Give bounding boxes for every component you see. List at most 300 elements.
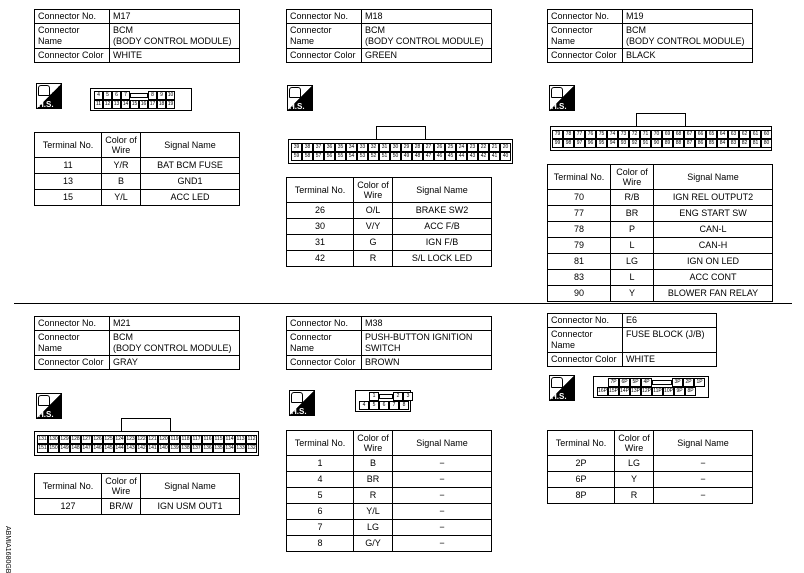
signal-name-cell: − xyxy=(393,488,492,504)
connector-info-m38 xyxy=(286,316,492,370)
connector-pin: 41 xyxy=(489,152,500,161)
connector-pin: 142 xyxy=(137,445,146,451)
connector-key-m18 xyxy=(376,126,426,139)
connector-pin: 26 xyxy=(434,143,445,152)
signal-name-cell: ENG START SW xyxy=(654,206,773,222)
connector-pin: 76 xyxy=(585,130,596,139)
terminal-no-cell: 2P xyxy=(548,456,615,472)
connector-pin: 114 xyxy=(225,436,234,442)
connector-pin: 112 xyxy=(247,436,256,442)
connector-pin: 138 xyxy=(181,445,190,451)
connector-pin: 51 xyxy=(379,152,390,161)
connector-pin: 52 xyxy=(368,152,379,161)
signal-name-cell: IGN ON LED xyxy=(654,254,773,270)
connector-pin: 122 xyxy=(137,436,146,442)
connector-pin: 94 xyxy=(607,139,618,148)
connector-info-m18 xyxy=(286,9,492,63)
signal-name-cell: − xyxy=(393,456,492,472)
connector-pin: 71 xyxy=(640,130,651,139)
color-of-wire-header: Color of Wire xyxy=(354,431,393,456)
table-row xyxy=(548,472,753,488)
table-row xyxy=(548,270,773,286)
terminal-no-cell: 13 xyxy=(35,174,102,190)
connector-pin: 74 xyxy=(607,130,618,139)
connector-pin: 144 xyxy=(115,445,124,451)
hs-icon: H.S. xyxy=(549,85,575,112)
connector-pin: 132 xyxy=(247,445,256,451)
connector-pin: 47 xyxy=(423,152,434,161)
connector-pin: 99 xyxy=(552,139,563,148)
connector-pin: 32 xyxy=(368,143,379,152)
wire-color-cell: LG xyxy=(615,456,654,472)
connector-pin: 151 xyxy=(38,445,47,451)
connector-pin: 85 xyxy=(706,139,717,148)
color-of-wire-header: Color of Wire xyxy=(102,474,141,499)
connector-pin: 5 xyxy=(103,91,112,100)
connector-pin: 8P xyxy=(685,387,696,396)
connector-pin: 98 xyxy=(563,139,574,148)
connector-pin: 63 xyxy=(728,130,739,139)
connector-name-value: BCM (BODY CONTROL MODULE) xyxy=(110,24,240,49)
table-row xyxy=(287,251,492,267)
label-connector-name: Connector Name xyxy=(287,331,362,356)
connector-info-m19 xyxy=(547,9,753,63)
terminal-table-m19 xyxy=(547,164,773,302)
connector-pin: 127 xyxy=(82,436,91,442)
terminal-no-header: Terminal No. xyxy=(287,431,354,456)
connector-pin: 25 xyxy=(445,143,456,152)
connector-pin: 137 xyxy=(192,445,201,451)
connector-pin: 93 xyxy=(618,139,629,148)
connector-color-value: BLACK xyxy=(623,49,753,63)
terminal-no-cell: 90 xyxy=(548,286,611,302)
connector-face-m21 xyxy=(34,431,259,456)
connector-info-e6 xyxy=(547,313,717,367)
connector-pin: 53 xyxy=(357,152,368,161)
signal-name-header: Signal Name xyxy=(141,133,240,158)
wire-color-cell: B xyxy=(354,456,393,472)
table-row xyxy=(35,499,240,515)
connector-pin: 121 xyxy=(148,436,157,442)
connector-pin: 131 xyxy=(38,436,47,442)
table-row xyxy=(287,536,492,552)
connector-pin: 4 xyxy=(94,91,103,100)
table-row xyxy=(548,286,773,302)
connector-pin: 6 xyxy=(379,401,389,410)
signal-name-cell: S/L LOCK LED xyxy=(393,251,492,267)
hs-icon: H.S. xyxy=(36,83,62,110)
connector-pin: 8 xyxy=(399,401,409,410)
connector-pin: 9P xyxy=(674,387,685,396)
connector-pin: 18 xyxy=(158,101,165,107)
connector-face-m19 xyxy=(550,126,772,151)
color-of-wire-header: Color of Wire xyxy=(615,431,654,456)
connector-key-m21 xyxy=(121,418,171,431)
connector-pin: 70 xyxy=(651,130,662,139)
signal-name-cell: − xyxy=(654,456,753,472)
connector-pin: 35 xyxy=(335,143,346,152)
terminal-no-header: Terminal No. xyxy=(35,133,102,158)
signal-name-cell: − xyxy=(393,472,492,488)
connector-pin: 135 xyxy=(214,445,223,451)
signal-name-header: Signal Name xyxy=(654,165,773,190)
connector-pin: 88 xyxy=(673,139,684,148)
connector-pin: 79 xyxy=(552,130,563,139)
connector-pin: 46 xyxy=(434,152,445,161)
label-connector-no: Connector No. xyxy=(35,10,110,24)
connector-pin: 16 xyxy=(140,101,147,107)
connector-color-value: GREEN xyxy=(362,49,492,63)
connector-pin: 126 xyxy=(93,436,102,442)
connector-pin: 143 xyxy=(126,445,135,451)
connector-pin: 14 xyxy=(122,101,129,107)
wire-color-cell: R xyxy=(354,251,393,267)
connector-pin: 56 xyxy=(324,152,335,161)
signal-name-cell: − xyxy=(393,536,492,552)
connector-no-value: M38 xyxy=(362,317,492,331)
connector-pin: 141 xyxy=(148,445,157,451)
connector-pin: 150 xyxy=(49,445,58,451)
connector-pin: 17 xyxy=(149,101,156,107)
connector-pin: 123 xyxy=(126,436,135,442)
connector-pin: 61 xyxy=(750,130,761,139)
connector-pin: 4P xyxy=(641,378,652,387)
terminal-no-cell: 31 xyxy=(287,235,354,251)
connector-pin: 6P xyxy=(619,378,630,387)
terminal-no-cell: 8 xyxy=(287,536,354,552)
wire-color-cell: Y xyxy=(611,286,654,302)
label-connector-color: Connector Color xyxy=(287,356,362,370)
signal-name-header: Signal Name xyxy=(654,431,753,456)
connector-color-value: BROWN xyxy=(362,356,492,370)
signal-name-cell: CAN-H xyxy=(654,238,773,254)
figure-code: ABMIA1680GB xyxy=(4,526,11,573)
connector-pin: 133 xyxy=(236,445,245,451)
table-row xyxy=(287,488,492,504)
connector-pin: 38 xyxy=(302,143,313,152)
connector-pin: 8 xyxy=(148,91,157,100)
hs-icon: H.S. xyxy=(549,375,575,402)
connector-pin: 40 xyxy=(500,152,511,161)
wire-color-cell: LG xyxy=(354,520,393,536)
wire-color-cell: BR/W xyxy=(102,499,141,515)
connector-pin: 148 xyxy=(71,445,80,451)
connector-pin: 4 xyxy=(359,401,369,410)
label-connector-color: Connector Color xyxy=(35,49,110,63)
connector-pin: 1P xyxy=(694,378,705,387)
connector-pin: 34 xyxy=(346,143,357,152)
connector-pin: 24 xyxy=(456,143,467,152)
terminal-no-header: Terminal No. xyxy=(548,165,611,190)
signal-name-cell: ACC F/B xyxy=(393,219,492,235)
label-connector-no: Connector No. xyxy=(548,10,623,24)
connector-pin: 95 xyxy=(596,139,607,148)
wire-color-cell: P xyxy=(611,222,654,238)
wire-color-cell: L xyxy=(611,270,654,286)
signal-name-header: Signal Name xyxy=(393,178,492,203)
terminal-table-m38 xyxy=(286,430,492,552)
terminal-no-cell: 78 xyxy=(548,222,611,238)
signal-name-cell: GND1 xyxy=(141,174,240,190)
connector-pin: 84 xyxy=(717,139,728,148)
table-row xyxy=(35,174,240,190)
terminal-no-cell: 81 xyxy=(548,254,611,270)
connector-pin: 48 xyxy=(412,152,423,161)
wire-color-cell: R xyxy=(615,488,654,504)
connector-pin: 55 xyxy=(335,152,346,161)
signal-name-cell: ACC CONT xyxy=(654,270,773,286)
connector-name-value: BCM (BODY CONTROL MODULE) xyxy=(110,331,240,356)
connector-pin: 90 xyxy=(651,139,662,148)
wire-color-cell: R xyxy=(354,488,393,504)
table-row xyxy=(287,504,492,520)
hs-icon: H.S. xyxy=(287,85,313,112)
connector-pin: 96 xyxy=(585,139,596,148)
connector-pin: 39 xyxy=(291,143,302,152)
terminal-no-cell: 7 xyxy=(287,520,354,536)
connector-pin: 119 xyxy=(170,436,179,442)
terminal-no-cell: 79 xyxy=(548,238,611,254)
connector-color-value: WHITE xyxy=(623,353,717,367)
connector-pin: 30 xyxy=(390,143,401,152)
connector-pin: 72 xyxy=(629,130,640,139)
section-divider xyxy=(14,303,792,304)
connector-pin: 113 xyxy=(236,436,245,442)
connector-pin: 149 xyxy=(60,445,69,451)
connector-pin: 33 xyxy=(357,143,368,152)
connector-color-value: WHITE xyxy=(110,49,240,63)
color-of-wire-header: Color of Wire xyxy=(611,165,654,190)
signal-name-cell: IGN REL OUTPUT2 xyxy=(654,190,773,206)
connector-name-value: BCM (BODY CONTROL MODULE) xyxy=(362,24,492,49)
connector-pin: 60 xyxy=(761,130,772,139)
label-connector-name: Connector Name xyxy=(35,331,110,356)
connector-pin: 2 xyxy=(393,392,403,401)
connector-info-m17 xyxy=(34,9,240,63)
connector-pin: 11P xyxy=(653,388,662,394)
wire-color-cell: Y xyxy=(615,472,654,488)
connector-pin: 130 xyxy=(49,436,58,442)
connector-pin: 65 xyxy=(706,130,717,139)
connector-face-m17 xyxy=(90,88,192,111)
connector-pin: 7 xyxy=(389,401,399,410)
connector-pin: 9 xyxy=(157,91,166,100)
connector-pin: 7 xyxy=(121,91,130,100)
connector-pin: 14P xyxy=(620,388,629,394)
connector-key-m19 xyxy=(636,113,686,126)
label-connector-color: Connector Color xyxy=(548,49,623,63)
connector-key-slot xyxy=(379,394,393,399)
connector-pin: 23 xyxy=(467,143,478,152)
terminal-no-cell: 8P xyxy=(548,488,615,504)
connector-pin: 13P xyxy=(631,388,640,394)
connector-pin: 37 xyxy=(313,143,324,152)
connector-pin: 43 xyxy=(467,152,478,161)
connector-pin: 10 xyxy=(167,92,174,98)
connector-pin: 78 xyxy=(563,130,574,139)
connector-pin: 91 xyxy=(640,139,651,148)
connector-pin: 15P xyxy=(609,388,618,394)
connector-pin: 125 xyxy=(104,436,113,442)
connector-pin: 59 xyxy=(291,152,302,161)
hs-icon: H.S. xyxy=(36,393,62,420)
terminal-table-e6 xyxy=(547,430,753,504)
wire-color-cell: G xyxy=(354,235,393,251)
signal-name-header: Signal Name xyxy=(393,431,492,456)
connector-pin: 140 xyxy=(159,445,168,451)
wire-color-cell: V/Y xyxy=(354,219,393,235)
label-connector-no: Connector No. xyxy=(287,10,362,24)
connector-pin: 97 xyxy=(574,139,585,148)
label-connector-name: Connector Name xyxy=(287,24,362,49)
terminal-no-cell: 5 xyxy=(287,488,354,504)
signal-name-cell: IGN F/B xyxy=(393,235,492,251)
connector-info-m21 xyxy=(34,316,240,370)
label-connector-name: Connector Name xyxy=(35,24,110,49)
signal-name-cell: − xyxy=(393,520,492,536)
signal-name-header: Signal Name xyxy=(141,474,240,499)
connector-no-value: M17 xyxy=(110,10,240,24)
connector-face-e6 xyxy=(593,376,709,398)
connector-no-value: M21 xyxy=(110,317,240,331)
table-row xyxy=(287,472,492,488)
table-row xyxy=(548,254,773,270)
table-row xyxy=(548,488,753,504)
connector-pin: 58 xyxy=(302,152,313,161)
connector-pin: 12P xyxy=(642,388,651,394)
connector-pin: 120 xyxy=(159,436,168,442)
wire-color-cell: O/L xyxy=(354,203,393,219)
connector-pin: 54 xyxy=(346,152,357,161)
connector-pin: 116 xyxy=(203,436,212,442)
connector-pin: 89 xyxy=(662,139,673,148)
connector-pin: 75 xyxy=(596,130,607,139)
connector-pin: 117 xyxy=(192,436,201,442)
connector-pin: 6 xyxy=(112,91,121,100)
connector-pin: 145 xyxy=(104,445,113,451)
connector-pin: 3 xyxy=(403,392,413,401)
table-row xyxy=(35,158,240,174)
terminal-no-header: Terminal No. xyxy=(35,474,102,499)
terminal-no-cell: 77 xyxy=(548,206,611,222)
wire-color-cell: L xyxy=(611,238,654,254)
wire-color-cell: Y/L xyxy=(354,504,393,520)
color-of-wire-header: Color of Wire xyxy=(102,133,141,158)
signal-name-cell: − xyxy=(654,488,753,504)
table-row xyxy=(548,222,773,238)
terminal-no-header: Terminal No. xyxy=(548,431,615,456)
table-row xyxy=(548,456,753,472)
table-row xyxy=(548,190,773,206)
wire-color-cell: BR xyxy=(611,206,654,222)
label-connector-no: Connector No. xyxy=(35,317,110,331)
connector-pin: 44 xyxy=(456,152,467,161)
connector-pin: 15 xyxy=(131,101,138,107)
connector-pin: 3P xyxy=(672,378,683,387)
connector-pin: 12 xyxy=(104,101,111,107)
connector-pin: 2P xyxy=(683,378,694,387)
connector-pin: 139 xyxy=(170,445,179,451)
connector-pin: 77 xyxy=(574,130,585,139)
connector-pin: 28 xyxy=(412,143,423,152)
table-row xyxy=(287,203,492,219)
terminal-no-cell: 4 xyxy=(287,472,354,488)
connector-pin: 10P xyxy=(664,388,673,394)
label-connector-color: Connector Color xyxy=(287,49,362,63)
terminal-no-header: Terminal No. xyxy=(287,178,354,203)
signal-name-cell: CAN-L xyxy=(654,222,773,238)
connector-name-value: FUSE BLOCK (J/B) xyxy=(623,328,717,353)
connector-face-m38 xyxy=(355,390,411,412)
connector-pin: 62 xyxy=(739,130,750,139)
connector-pin: 83 xyxy=(728,139,739,148)
wire-color-cell: R/B xyxy=(611,190,654,206)
signal-name-cell: BLOWER FAN RELAY xyxy=(654,286,773,302)
signal-name-cell: BRAKE SW2 xyxy=(393,203,492,219)
connector-pin: 73 xyxy=(618,130,629,139)
connector-pin: 136 xyxy=(203,445,212,451)
connector-pin: 67 xyxy=(684,130,695,139)
connector-pin: 45 xyxy=(445,152,456,161)
terminal-no-cell: 42 xyxy=(287,251,354,267)
connector-pin: 92 xyxy=(629,139,640,148)
signal-name-cell: − xyxy=(393,504,492,520)
connector-pin: 19 xyxy=(167,101,174,107)
terminal-table-m21 xyxy=(34,473,240,515)
connector-pin: 42 xyxy=(478,152,489,161)
connector-pin: 16P xyxy=(598,388,607,394)
connector-key-slot xyxy=(130,93,148,98)
connector-pin: 5 xyxy=(369,401,379,410)
connector-pin: 22 xyxy=(478,143,489,152)
table-row xyxy=(287,520,492,536)
connector-pin: 81 xyxy=(750,139,761,148)
connector-pin: 27 xyxy=(423,143,434,152)
table-row xyxy=(287,456,492,472)
label-connector-no: Connector No. xyxy=(287,317,362,331)
signal-name-cell: BAT BCM FUSE xyxy=(141,158,240,174)
label-connector-no: Connector No. xyxy=(548,314,623,328)
wire-color-cell: B xyxy=(102,174,141,190)
terminal-no-cell: 6 xyxy=(287,504,354,520)
connector-name-value: PUSH-BUTTON IGNITION SWITCH xyxy=(362,331,492,356)
connector-pin: 134 xyxy=(225,445,234,451)
connector-pin: 29 xyxy=(401,143,412,152)
connector-pin: 146 xyxy=(93,445,102,451)
wire-color-cell: Y/L xyxy=(102,190,141,206)
terminal-table-m17 xyxy=(34,132,240,206)
connector-face-m18 xyxy=(288,139,513,164)
connector-pin: 36 xyxy=(324,143,335,152)
connector-pin: 87 xyxy=(684,139,695,148)
connector-pin: 31 xyxy=(379,143,390,152)
connector-pin: 5P xyxy=(630,378,641,387)
terminal-no-cell: 11 xyxy=(35,158,102,174)
table-row xyxy=(548,238,773,254)
table-row xyxy=(548,206,773,222)
wire-color-cell: G/Y xyxy=(354,536,393,552)
terminal-no-cell: 15 xyxy=(35,190,102,206)
terminal-table-m18 xyxy=(286,177,492,267)
connector-no-value: M18 xyxy=(362,10,492,24)
connector-pin: 13 xyxy=(113,101,120,107)
connector-pin: 147 xyxy=(82,445,91,451)
connector-pin: 64 xyxy=(717,130,728,139)
connector-name-value: BCM (BODY CONTROL MODULE) xyxy=(623,24,753,49)
connector-pin: 124 xyxy=(115,436,124,442)
connector-pin: 115 xyxy=(214,436,223,442)
terminal-no-cell: 1 xyxy=(287,456,354,472)
